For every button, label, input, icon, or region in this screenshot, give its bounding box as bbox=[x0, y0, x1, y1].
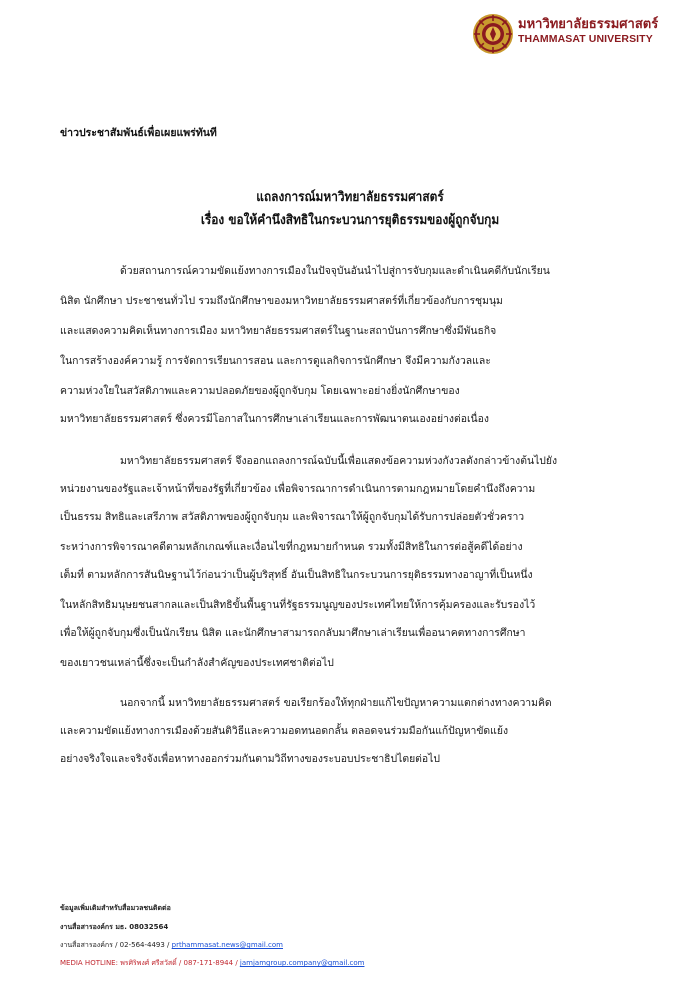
document-title: แถลงการณ์มหาวิทยาลัยธรรมศาสตร์ bbox=[256, 190, 444, 205]
footer-contact-line bbox=[60, 940, 283, 950]
paragraph-line: นิสิต นักศึกษา ประชาชนทั่วไป รวมถึงนักศึกษาของมหาวิทยาลัยธรรมศาสตร์ที่เกี่ยวข้องกับการชุมนุม bbox=[60, 295, 503, 307]
press-release-label: ข่าวประชาสัมพันธ์เพื่อเผยแพร่ทันที bbox=[60, 127, 217, 139]
paragraph-line: นอกจากนี้ มหาวิทยาลัยธรรมศาสตร์ ขอเรียกร้องให้ทุกฝ่ายแก้ไขปัญหาความแตกต่างทางความคิด bbox=[120, 697, 552, 709]
paragraph-line: มหาวิทยาลัยธรรมศาสตร์ จึงออกแถลงการณ์ฉบับนี้เพื่อแสดงข้อความห่วงกังวลดังกล่าวข้างต้นไปยัง bbox=[120, 455, 558, 467]
paragraph-line: ในการสร้างองค์ความรู้ การจัดการเรียนการสอน และการดูแลกิจการนักศึกษา จึงมีความกังวลและ bbox=[60, 355, 491, 367]
footer-office: งานสื่อสารองค์กร มธ. 08032564 bbox=[60, 923, 169, 931]
paragraph-line: เพื่อให้ผู้ถูกจับกุมซึ่งเป็นนักเรียน นิสิต และนักศึกษาสามารถกลับมาศึกษาเล่าเรียนเพื่ออนาคตทางการศึกษา bbox=[60, 627, 526, 639]
paragraph-line: ด้วยสถานการณ์ความขัดแย้งทางการเมืองในปัจจุบันอันนำไปสู่การจับกุมและดำเนินคดีกับนักเรียน bbox=[120, 265, 550, 277]
footer-contact-prefix: งานสื่อสารองค์กร / 02-564-4493 / bbox=[60, 941, 172, 949]
footer-hotline-line bbox=[60, 958, 364, 968]
footer-hotline-text: : พรศิริพงศ์ ศรีสวัสดิ์ / 087-171-8944 / bbox=[115, 959, 240, 967]
paragraph-line: ความห่วงใยในสวัสดิภาพและความปลอดภัยของผู้ถูกจับกุม โดยเฉพาะอย่างยิ่งนักศึกษาของ bbox=[60, 385, 460, 397]
paragraph-line: เป็นธรรม สิทธิและเสรีภาพ สวัสดิภาพของผู้ถูกจับกุม และพิจารณาให้ผู้ถูกจับกุมได้รับการปล่อยตัวชั่วคราว bbox=[60, 511, 525, 523]
paragraph-line: ระหว่างการพิจารณาคดีตามหลักเกณฑ์และเงื่อนไขที่กฎหมายกำหนด รวมทั้งมีสิทธิในการต่อสู้คดีได้อย่าง bbox=[60, 541, 523, 553]
paragraph-line: ในหลักสิทธิมนุษยชนสากลและเป็นสิทธิขั้นพื้นฐานที่รัฐธรรมนูญของประเทศไทยให้การคุ้มครองและรับรองไว้ bbox=[60, 599, 536, 611]
footer-contact-heading: ข้อมูลเพิ่มเติมสำหรับสื่อมวลชนติดต่อ bbox=[60, 904, 171, 912]
logo-thai-name: มหาวิทยาลัยธรรมศาสตร์ bbox=[518, 17, 659, 32]
paragraph-line: ของเยาวชนเหล่านี้ซึ่งจะเป็นกำลังสำคัญของประเทศชาติต่อไป bbox=[60, 657, 334, 669]
paragraph-line: มหาวิทยาลัยธรรมศาสตร์ ซึ่งควรมีโอกาสในการศึกษาเล่าเรียนและการพัฒนาตนเองอย่างต่อเนื่อง bbox=[60, 413, 489, 425]
paragraph-line: เต็มที่ ตามหลักการสันนิษฐานไว้ก่อนว่าเป็นผู้บริสุทธิ์ อันเป็นสิทธิในกระบวนการยุติธรรมทางอาญาที่เป็นหนึ่ง bbox=[60, 569, 533, 581]
paragraph-line: และความขัดแย้งทางการเมืองด้วยสันติวิธีและความอดทนอดกลั้น ตลอดจนร่วมมือกันแก้ปัญหาขัดแย้ง bbox=[60, 725, 509, 737]
footer-hotline-email-link[interactable]: jamjamgroup.company@gmail.com bbox=[239, 959, 365, 967]
paragraph-line: อย่างจริงใจและจริงจังเพื่อหาทางออกร่วมกันตามวิถีทางของระบอบประชาธิปไตยต่อไป bbox=[60, 753, 440, 765]
paragraph-line: และแสดงความคิดเห็นทางการเมือง มหาวิทยาลัยธรรมศาสตร์ในฐานะสถาบันการศึกษาซึ่งมีพันธกิจ bbox=[60, 325, 497, 337]
footer-contact-email-link[interactable]: prthammasat.news@gmail.com bbox=[171, 941, 283, 949]
logo-wordmark bbox=[518, 16, 678, 46]
logo-english-name: THAMMASAT UNIVERSITY bbox=[518, 33, 653, 45]
thammasat-logo bbox=[472, 13, 672, 57]
paragraph-line: หน่วยงานของรัฐและเจ้าหน้าที่ของรัฐที่เกี่ยวข้อง เพื่อพิจารณาการดำเนินการตามกฎหมายโดยคำนึงถึงความ bbox=[60, 483, 536, 495]
document-subject: เรื่อง ขอให้คำนึงสิทธิในกระบวนการยุติธรรมของผู้ถูกจับกุม bbox=[200, 213, 500, 228]
university-seal-icon bbox=[472, 13, 514, 55]
footer-hotline-label: MEDIA HOTLINE bbox=[60, 959, 116, 967]
